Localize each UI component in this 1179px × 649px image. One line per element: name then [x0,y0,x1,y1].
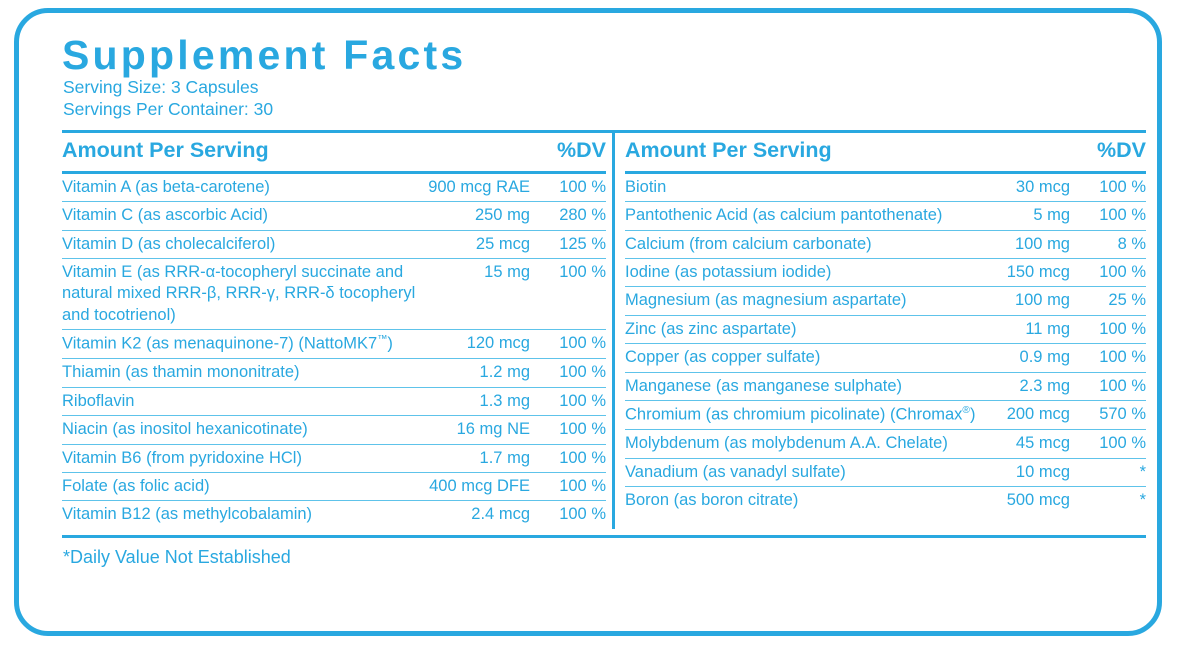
nutrient-name: Vitamin B12 (as methylcobalamin) [62,505,313,524]
nutrient-name: Vitamin B6 (from pyridoxine HCl) [62,444,428,472]
facts-columns [62,133,1146,529]
nutrient-daily-value: * [1070,458,1146,486]
nutrient-daily-value: 100 % [1070,315,1146,343]
nutrient-name: Zinc (as zinc aspartate) [625,315,1002,343]
nutrient-name: Niacin (as inositol hexanicotinate) [62,416,428,444]
nutrient-name: Molybdenum (as molybdenum A.A. Chelate) [625,430,1002,458]
table-row [62,330,606,359]
nutrient-daily-value: 100 % [530,387,606,415]
nutrient-daily-value: 100 % [1070,430,1146,458]
nutrient-name: Pantothenic Acid (as calcium pantothenate) [625,202,1002,230]
nutrient-name: Vitamin D (as cholecalciferol) [62,230,428,258]
table-row [625,202,1146,230]
table-row [62,359,606,387]
nutrient-amount: 100 mg [1002,287,1070,315]
table-row [62,230,606,258]
nutrient-name: Vitamin E (as RRR-α-tocopheryl succinate and natural mixed RRR-β, RRR-γ, RRR-δ tocopheryl and tocotrienol) [62,259,428,330]
table-row [625,458,1146,486]
nutrient-name: Thiamin (as thamin mononitrate) [62,359,428,387]
table-row [625,172,1146,201]
nutrient-daily-value: 100 % [559,505,606,524]
nutrient-name: Vanadium (as vanadyl sulfate) [625,458,1002,486]
table-row [62,501,606,529]
table-header-row [62,133,606,172]
table-row [625,372,1146,400]
column-header-dv: %DV [1070,133,1146,172]
nutrient-daily-value: 125 % [530,230,606,258]
nutrient-daily-value: 570 % [1070,401,1146,430]
nutrient-name: Iodine (as potassium iodide) [625,259,1002,287]
table-row [62,172,606,201]
nutrient-daily-value: 280 % [530,202,606,230]
table-row [625,315,1146,343]
nutrient-name: Vitamin A (as beta-carotene) [62,172,428,201]
nutrient-name: Calcium (from calcium carbonate) [625,230,1002,258]
nutrient-amount: 100 mg [1002,230,1070,258]
table-row [625,259,1146,287]
nutrient-name: Vitamin K2 (as menaquinone-7) (NattoMK7™) [62,330,428,359]
nutrient-daily-value: 100 % [1070,172,1146,201]
nutrient-amount: 150 mcg [1002,259,1070,287]
nutrient-amount: 900 mcg RAE [428,172,530,201]
left-nutrient-table [62,133,606,529]
nutrient-name: Folate (as folic acid) [62,473,428,501]
table-header-row [625,133,1146,172]
nutrient-amount: 200 mcg [1002,401,1070,430]
nutrient-amount: 5 mg [1002,202,1070,230]
nutrient-daily-value: 100 % [1070,372,1146,400]
nutrient-amount: 30 mcg [1002,172,1070,201]
nutrient-daily-value: 25 % [1070,287,1146,315]
nutrient-daily-value: 100 % [530,330,606,359]
nutrient-daily-value: * [1139,491,1146,510]
table-row [62,444,606,472]
serving-size: Serving Size: 3 Capsules [63,77,259,97]
table-row [62,202,606,230]
nutrient-name: Biotin [625,172,1002,201]
table-row [625,344,1146,372]
table-row [62,473,606,501]
panel-inner [57,23,1149,623]
table-row [62,387,606,415]
nutrient-daily-value: 100 % [530,416,606,444]
column-header-spacer [1002,133,1070,172]
nutrient-amount: 0.9 mg [1002,344,1070,372]
nutrient-name: Riboflavin [62,387,428,415]
left-column [62,133,612,529]
column-header-amount: Amount Per Serving [62,133,428,172]
nutrient-amount: 500 mcg [1006,491,1070,510]
column-header-spacer [428,133,530,172]
footer-divider [62,535,1146,538]
nutrient-amount: 15 mg [428,259,530,330]
nutrient-daily-value: 100 % [530,473,606,501]
nutrient-amount: 1.2 mg [428,359,530,387]
table-row [62,259,606,330]
nutrient-daily-value: 100 % [1070,202,1146,230]
nutrient-amount: 11 mg [1002,315,1070,343]
servings-per-container: Servings Per Container: 30 [63,99,274,120]
nutrient-amount: 10 mcg [1002,458,1070,486]
nutrient-daily-value: 100 % [1070,259,1146,287]
nutrient-amount: 25 mcg [428,230,530,258]
nutrient-amount: 2.3 mg [1002,372,1070,400]
table-row [625,487,1146,515]
nutrient-amount: 250 mg [428,202,530,230]
nutrient-amount: 1.3 mg [428,387,530,415]
nutrient-daily-value: 100 % [530,359,606,387]
page-title: Supplement Facts [62,32,467,78]
table-row [625,430,1146,458]
nutrient-name: Vitamin C (as ascorbic Acid) [62,202,428,230]
nutrient-name: Chromium (as chromium picolinate) (Chromax®) [625,401,1002,430]
nutrient-amount: 2.4 mcg [471,505,530,524]
right-nutrient-table [625,133,1146,515]
table-row [62,416,606,444]
column-header-dv: %DV [530,133,606,172]
nutrient-amount: 120 mcg [428,330,530,359]
nutrient-amount: 400 mcg DFE [428,473,530,501]
right-column [612,133,1146,529]
nutrient-amount: 16 mg NE [428,416,530,444]
table-row [625,287,1146,315]
nutrient-daily-value: 100 % [530,172,606,201]
nutrient-daily-value: 100 % [530,444,606,472]
nutrient-name: Boron (as boron citrate) [625,491,799,510]
nutrient-name: Magnesium (as magnesium aspartate) [625,287,1002,315]
table-row [625,401,1146,430]
nutrient-daily-value: 100 % [530,259,606,330]
nutrient-daily-value: 100 % [1070,344,1146,372]
daily-value-footnote: *Daily Value Not Established [63,546,291,567]
nutrient-name: Copper (as copper sulfate) [625,344,1002,372]
nutrient-name: Manganese (as manganese sulphate) [625,372,1002,400]
column-header-amount: Amount Per Serving [625,133,1002,172]
nutrient-amount: 45 mcg [1002,430,1070,458]
table-row [625,230,1146,258]
supplement-facts-panel [14,8,1162,636]
nutrient-amount: 1.7 mg [428,444,530,472]
nutrient-daily-value: 8 % [1070,230,1146,258]
